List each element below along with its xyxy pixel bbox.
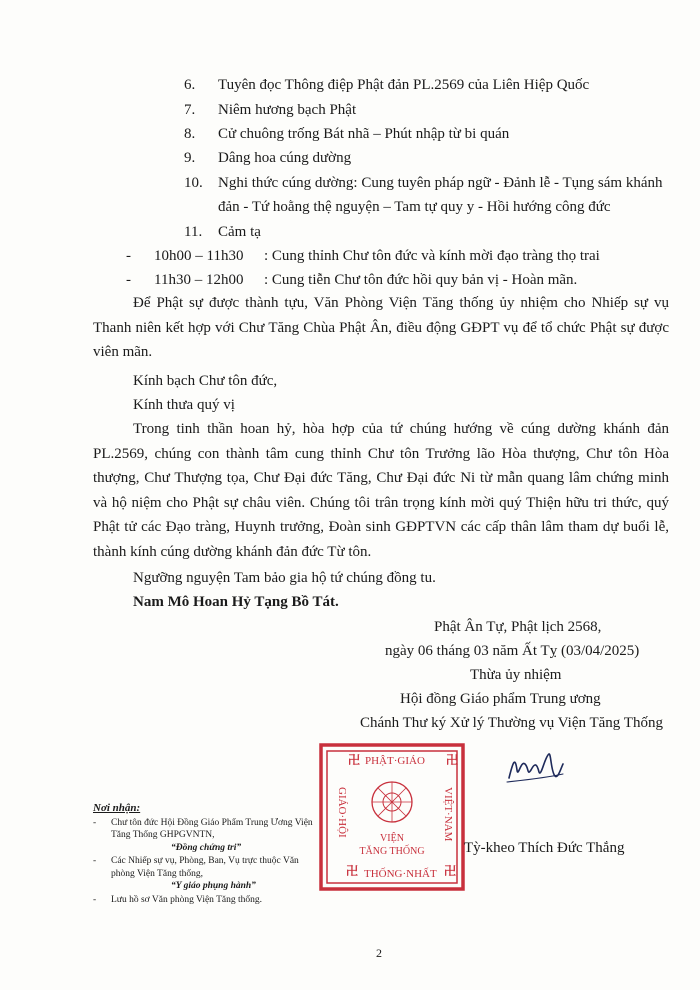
blessing-line: Ngưỡng nguyện Tam bảo gia hộ tứ chúng đồng tu. <box>133 570 436 586</box>
recipient-item <box>93 817 323 855</box>
schedule-text: : Cung thỉnh Chư tôn đức và kính mời đạo tràng thọ trai <box>264 248 600 264</box>
dash-marker: - <box>126 248 131 264</box>
program-item <box>184 100 356 120</box>
closing-line: Nam Mô Hoan Hỷ Tạng Bồ Tát. <box>133 594 339 610</box>
official-seal-icon <box>318 742 466 892</box>
program-item-continuation <box>218 197 611 217</box>
item-text: Tuyên đọc Thông điệp Phật đản PL.2569 của Liên Hiệp Quốc <box>218 77 590 93</box>
recipient-note: “Đồng chứng tri” <box>171 842 242 853</box>
schedule-text: : Cung tiễn Chư tôn đức hồi quy bản vị - Hoàn mãn. <box>264 272 578 288</box>
item-number: 10. <box>184 175 203 191</box>
recipients-block <box>93 802 323 907</box>
program-item <box>184 75 589 95</box>
recipients-list <box>93 817 323 907</box>
place-date: Phật Ân Tự, Phật lịch 2568, <box>434 619 602 635</box>
program-item <box>184 222 261 242</box>
handwritten-signature-icon <box>505 742 565 792</box>
date-line: ngày 06 tháng 03 năm Ất Tỵ (03/04/2025) <box>385 643 640 659</box>
recipient-text: - Chư tôn đức Hội Đồng Giáo Phẩm Trung Ương Viện Tăng Thống GHPGVNTN, <box>111 817 313 840</box>
recipient-text: - Các Nhiếp sự vụ, Phòng, Ban, Vụ trực thuộc Văn phòng Viện Tăng thống, <box>111 856 299 879</box>
salutation-guests: Kính thưa quý vị <box>133 397 235 413</box>
seal-bottom-text: THỐNG·NHẤT <box>364 868 437 880</box>
schedule-time: 10h00 – 11h30 <box>154 248 244 264</box>
svg-text:卍: 卍 <box>446 753 459 767</box>
schedule-item <box>126 270 577 290</box>
item-number: 6. <box>184 77 196 93</box>
paragraph-delegation: Để Phật sự được thành tựu, Văn Phòng Viện Tăng thống ủy nhiệm cho Nhiếp sự vụ Thanh niên kết hợp với Chư Tăng Chùa Phật Ân, điều động GĐPT vụ để tổ chức Phật sự được viên mãn. <box>93 295 669 360</box>
seal-right-text: VIỆT·NAM <box>442 787 454 842</box>
item-number: 11. <box>184 224 203 240</box>
position-line: Chánh Thư ký Xử lý Thường vụ Viện Tăng Thống <box>360 715 663 731</box>
signer-name: Tỳ-kheo Thích Đức Thắng <box>464 840 625 856</box>
item-text: Nghi thức cúng dường: Cung tuyên pháp ngữ - Đảnh lễ - Tụng sám khánh <box>218 175 663 191</box>
item-number: 7. <box>184 102 196 118</box>
item-text: đản - Tứ hoằng thệ nguyện – Tam tự quy y - Hồi hướng công đức <box>218 199 611 215</box>
recipient-item <box>93 894 323 907</box>
council-line: Hội đồng Giáo phẩm Trung ương <box>400 691 601 707</box>
schedule-item <box>126 246 600 266</box>
program-item <box>184 148 351 168</box>
item-text: Dâng hoa cúng dường <box>218 150 352 166</box>
item-text: Niêm hương bạch Phật <box>218 102 357 118</box>
schedule-time: 11h30 – 12h00 <box>154 272 244 288</box>
item-number: 8. <box>184 126 196 142</box>
page-number: 2 <box>376 946 382 960</box>
item-text: Cử chuông trống Bát nhã – Phút nhập từ bi quán <box>218 126 510 142</box>
authorized-line: Thừa ủy nhiệm <box>470 667 562 683</box>
seal-left-text: GIÁO·HỘI <box>336 787 348 838</box>
recipient-text: - Lưu hồ sơ Văn phòng Viện Tăng thống. <box>111 894 263 905</box>
item-text: Cảm tạ <box>218 224 261 240</box>
program-item <box>184 173 662 193</box>
svg-text:卍: 卍 <box>346 864 359 878</box>
dash-marker: - <box>126 272 131 288</box>
recipients-title: Nơi nhận: <box>93 802 141 814</box>
seal-center-line1: VIỆN <box>380 833 404 844</box>
paragraph-invitation: Trong tinh thần hoan hỷ, hòa hợp của tứ chúng hướng về cúng dường khánh đản PL.2569, chúng con thành tâm cung thỉnh Chư tôn Trưởng lão Hòa thượng, Chư tôn Hòa thượng, Chư Thượng tọa, Chư Đại đức Tăng, Chư Đại đức Ni từ mẫn quang lâm chứng minh và hộ niệm cho Phật sự châu viên. Chúng tôi trân trọng kính mời quý Thiện hữu tri thức, quý Phật tử các Đạo tràng, Huynh trưởng, Đoàn sinh GĐPTVN các cấp thân lâm tham dự buổi lễ, thành kính cúng dường khánh đản đức Từ tôn. <box>93 421 669 560</box>
svg-text:卍: 卍 <box>348 753 361 767</box>
program-item <box>184 124 509 144</box>
svg-text:卍: 卍 <box>444 864 457 878</box>
salutation-venerables: Kính bạch Chư tôn đức, <box>133 373 278 389</box>
item-number: 9. <box>184 150 196 166</box>
seal-center-line2: TĂNG THỐNG <box>359 846 425 857</box>
recipient-item <box>93 855 323 893</box>
seal-top-text: PHẬT·GIÁO <box>365 755 425 767</box>
recipient-note: “Y giáo phụng hành” <box>171 881 256 891</box>
